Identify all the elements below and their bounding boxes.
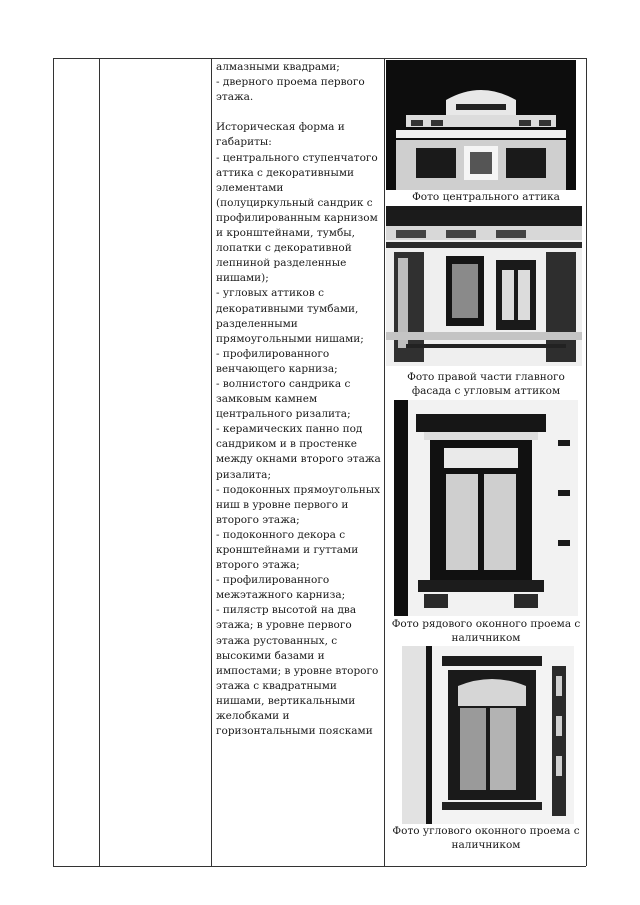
photo-central-attic [386,60,576,190]
table-col-border-2 [99,58,100,866]
photo-right-facade [386,206,582,366]
corner-window-image [402,646,574,824]
table-bottom-border [53,866,586,867]
table-col-border-4 [384,58,385,866]
table-col-border-1 [53,58,54,866]
protected-elements-description: алмазными квадрами; - дверного проема первого этажа. Историческая форма и габариты: - центрального ступенчатого аттика с декоративными элементами (полуциркульный сандрик с профилированным карнизом и кронштейнами, тумбы, лопатки с декоративной лепниной разделенные нишами); - угловых аттиков с декоративными тумбами, разделенными прямоугольными нишами; - профилированного венчающего карниза; - волнистого сандрика с замковым камнем центрального ризалита; - керамических панно под сандриком и в простенке между окнами второго этажа ризалита; - подоконных прямоугольных ниш в уровне первого и второго этажа; - подоконного декора с кронштейнами и гуттами второго этажа; - профилированного межэтажного карниза; - пилястр высотой на два этажа; в уровне первого этажа рустованных, с высокими базами и импостами; в уровне второго этажа с квадратными нишами, вертикальными желобками и горизонтальными поясками [216,61,381,738]
photo-caption-central-attic: Фото центрального аттика [412,191,560,203]
table-col-border-5 [586,58,587,866]
table-top-border [53,58,586,59]
photo-caption-ordinary-window: Фото рядового оконного проема с наличником [391,618,581,644]
table-col-border-3 [211,58,212,866]
right-facade-image [386,206,582,366]
photo-caption-right-facade: Фото правой части главного фасада с угловым аттиком [407,371,565,397]
photo-ordinary-window [394,400,578,616]
ordinary-window-image [394,400,578,616]
photo-corner-window [402,646,574,824]
photo-caption-corner-window: Фото углового оконного проема с наличником [392,825,580,851]
central-attic-image [386,60,576,190]
